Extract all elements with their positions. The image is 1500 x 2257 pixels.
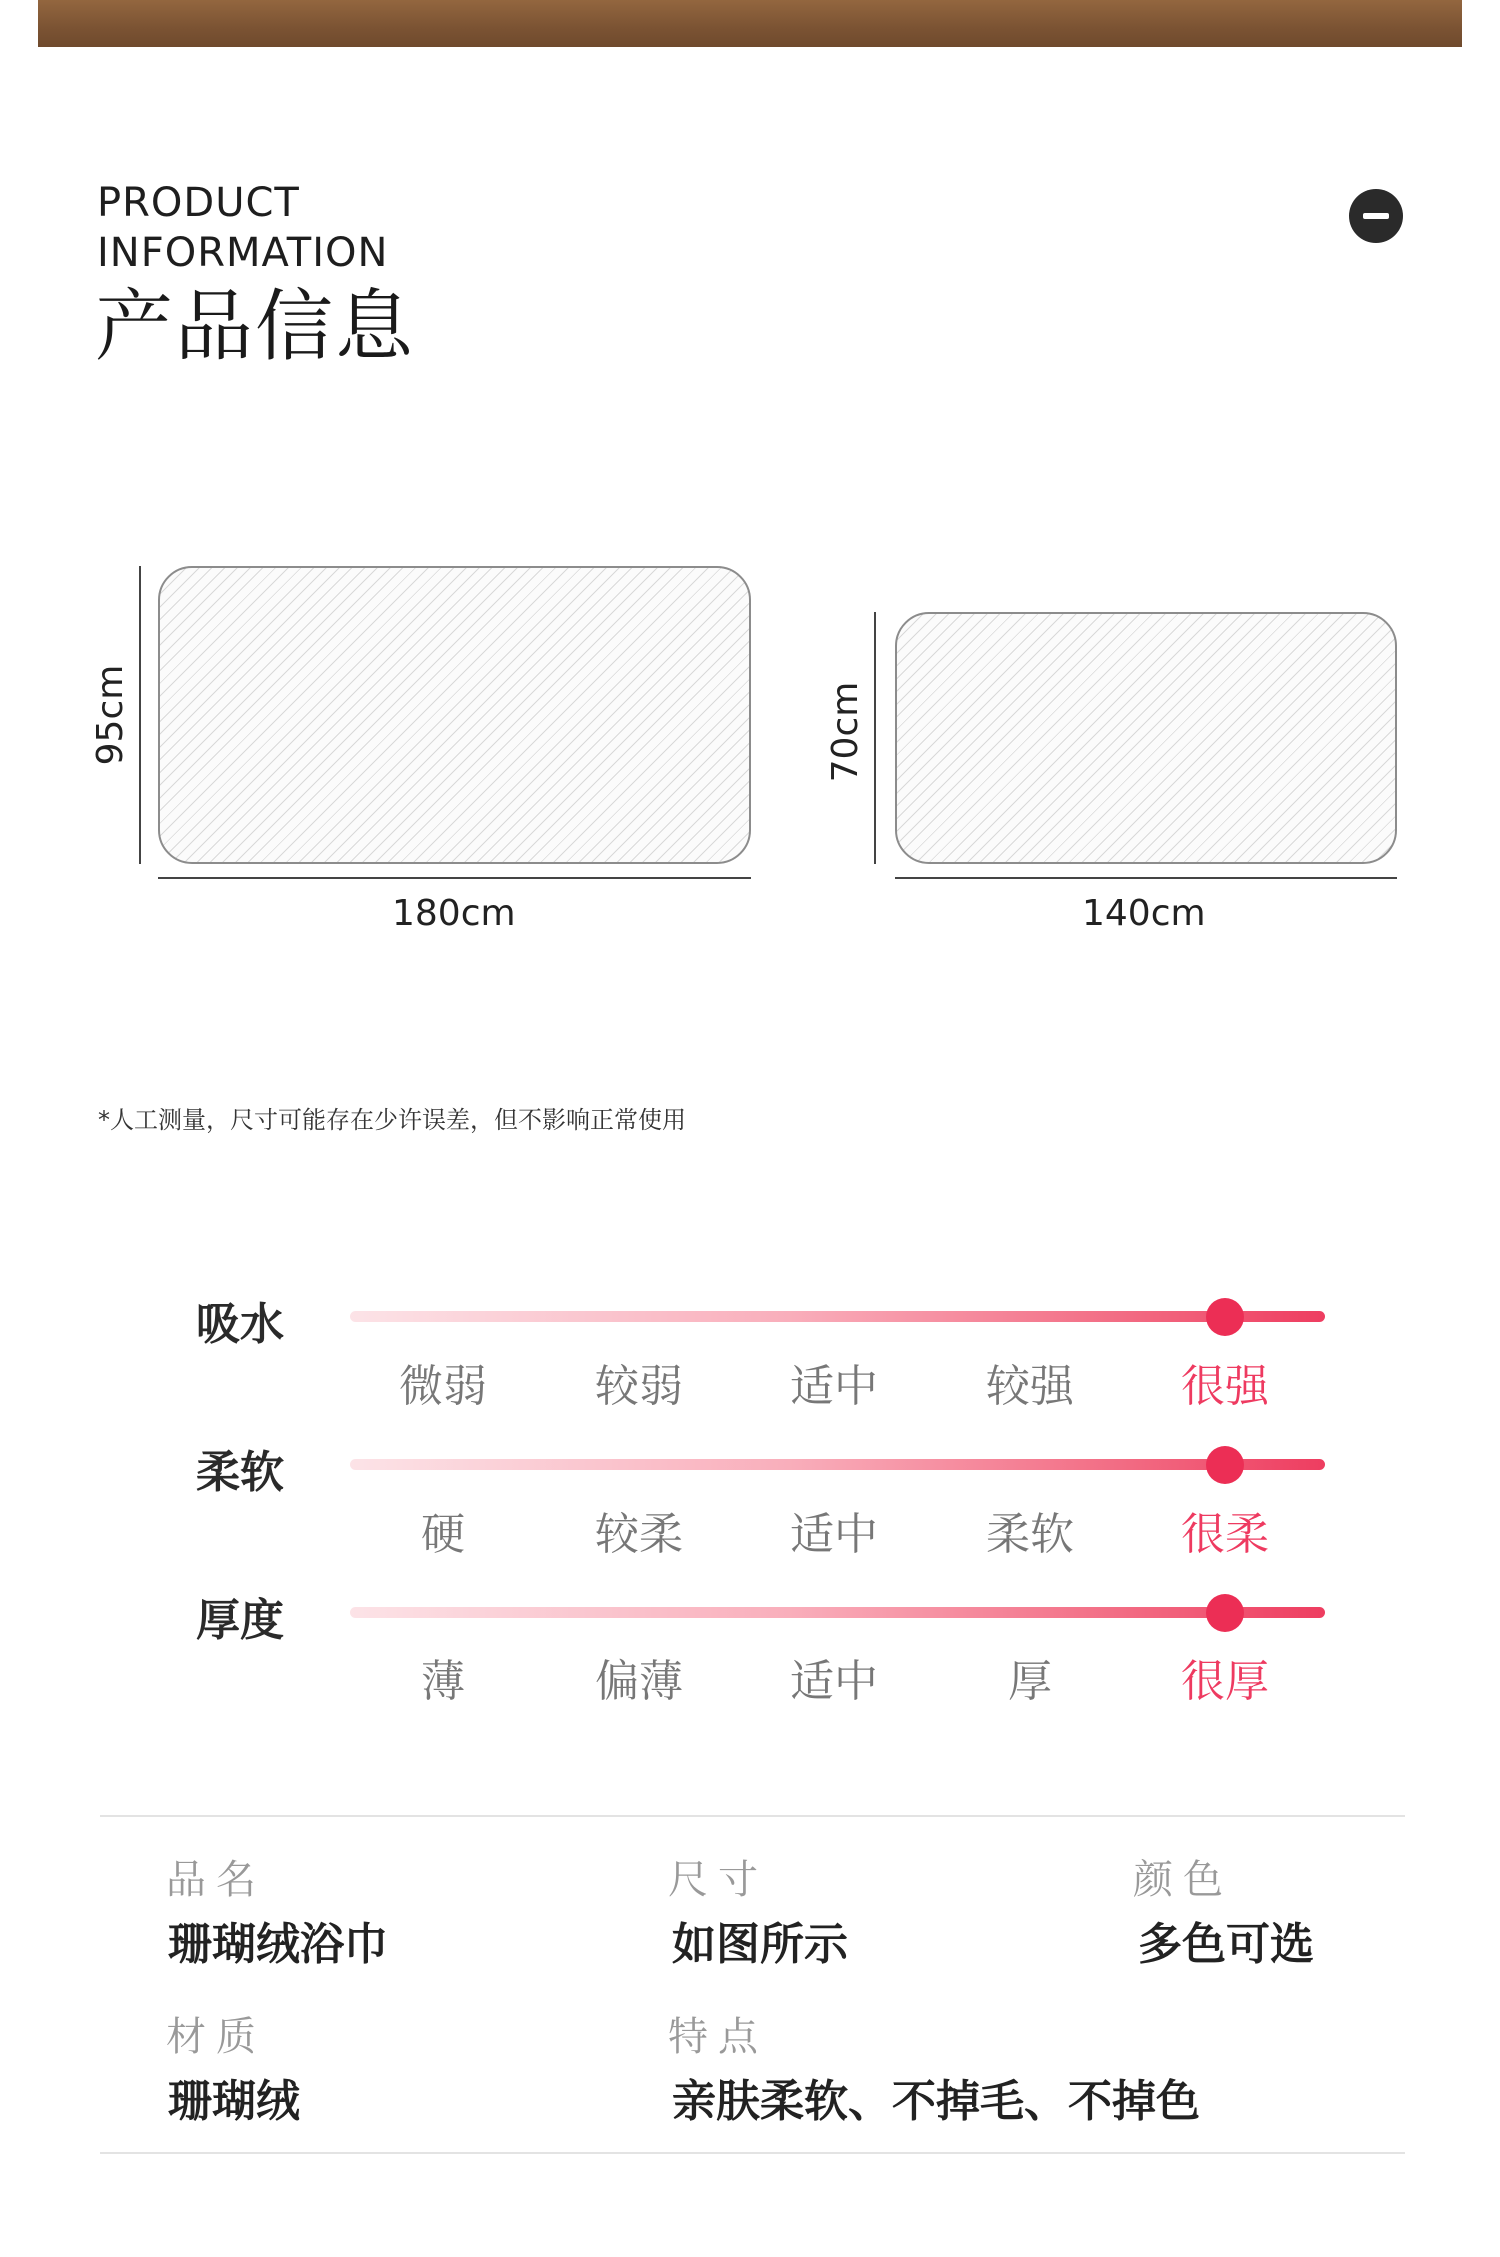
large-width-line xyxy=(158,877,751,879)
rating-level: 较弱 xyxy=(595,1361,683,1412)
rating-track-softness[interactable] xyxy=(350,1459,1325,1470)
small-towel-shape xyxy=(895,612,1397,864)
spec-key-material: 材质 xyxy=(166,2014,266,2060)
large-width-label: 180cm xyxy=(392,893,516,934)
rating-level: 硬 xyxy=(421,1509,465,1560)
spec-value-size: 如图所示 xyxy=(672,1919,848,1970)
spec-value-material: 珊瑚绒 xyxy=(168,2076,300,2127)
rating-level: 较柔 xyxy=(595,1509,683,1560)
rating-knob-thickness[interactable] xyxy=(1206,1594,1244,1632)
rating-level-selected: 很厚 xyxy=(1181,1656,1269,1707)
rating-level: 适中 xyxy=(790,1656,878,1707)
minus-circle-icon[interactable] xyxy=(1349,189,1403,243)
measurement-note: *人工测量，尺寸可能存在少许误差，但不影响正常使用 xyxy=(98,1106,686,1134)
rating-level: 薄 xyxy=(421,1656,465,1707)
small-height-label: 70cm xyxy=(825,681,866,783)
rating-level-selected: 很强 xyxy=(1181,1361,1269,1412)
large-height-line xyxy=(139,566,141,864)
rating-level: 较强 xyxy=(986,1361,1074,1412)
rating-level-selected: 很柔 xyxy=(1181,1509,1269,1560)
title-en-line2: INFORMATION xyxy=(97,230,389,276)
large-towel-shape xyxy=(158,566,751,864)
rating-label-absorption: 吸水 xyxy=(196,1299,284,1350)
spec-value-feature: 亲肤柔软、不掉毛、不掉色 xyxy=(672,2076,1200,2127)
page-title: 产品信息 xyxy=(95,282,416,372)
rating-level: 适中 xyxy=(790,1509,878,1560)
rating-level: 柔软 xyxy=(986,1509,1074,1560)
rating-label-softness: 柔软 xyxy=(196,1447,284,1498)
spec-key-feature: 特点 xyxy=(668,2014,768,2060)
rating-track-absorption[interactable] xyxy=(350,1311,1325,1322)
small-width-line xyxy=(895,877,1397,879)
top-decoration-bar xyxy=(38,0,1462,47)
rating-level: 适中 xyxy=(790,1361,878,1412)
large-height-label: 95cm xyxy=(90,664,131,766)
spec-value-color: 多色可选 xyxy=(1138,1919,1314,1970)
rating-level: 厚 xyxy=(1008,1656,1052,1707)
spec-value-name: 珊瑚绒浴巾 xyxy=(168,1919,388,1970)
rating-label-thickness: 厚度 xyxy=(196,1595,284,1646)
title-english xyxy=(97,178,597,278)
rating-knob-softness[interactable] xyxy=(1206,1446,1244,1484)
small-height-line xyxy=(874,612,876,864)
spec-divider-bottom xyxy=(100,2152,1405,2154)
spec-key-color: 颜色 xyxy=(1133,1857,1233,1903)
small-width-label: 140cm xyxy=(1082,893,1206,934)
spec-divider-top xyxy=(100,1815,1405,1817)
rating-track-thickness[interactable] xyxy=(350,1607,1325,1618)
title-en-line1: PRODUCT xyxy=(97,180,300,226)
rating-level: 偏薄 xyxy=(595,1656,683,1707)
rating-knob-absorption[interactable] xyxy=(1206,1298,1244,1336)
spec-key-size: 尺寸 xyxy=(668,1857,768,1903)
rating-level: 微弱 xyxy=(399,1361,487,1412)
spec-key-name: 品名 xyxy=(166,1857,266,1903)
